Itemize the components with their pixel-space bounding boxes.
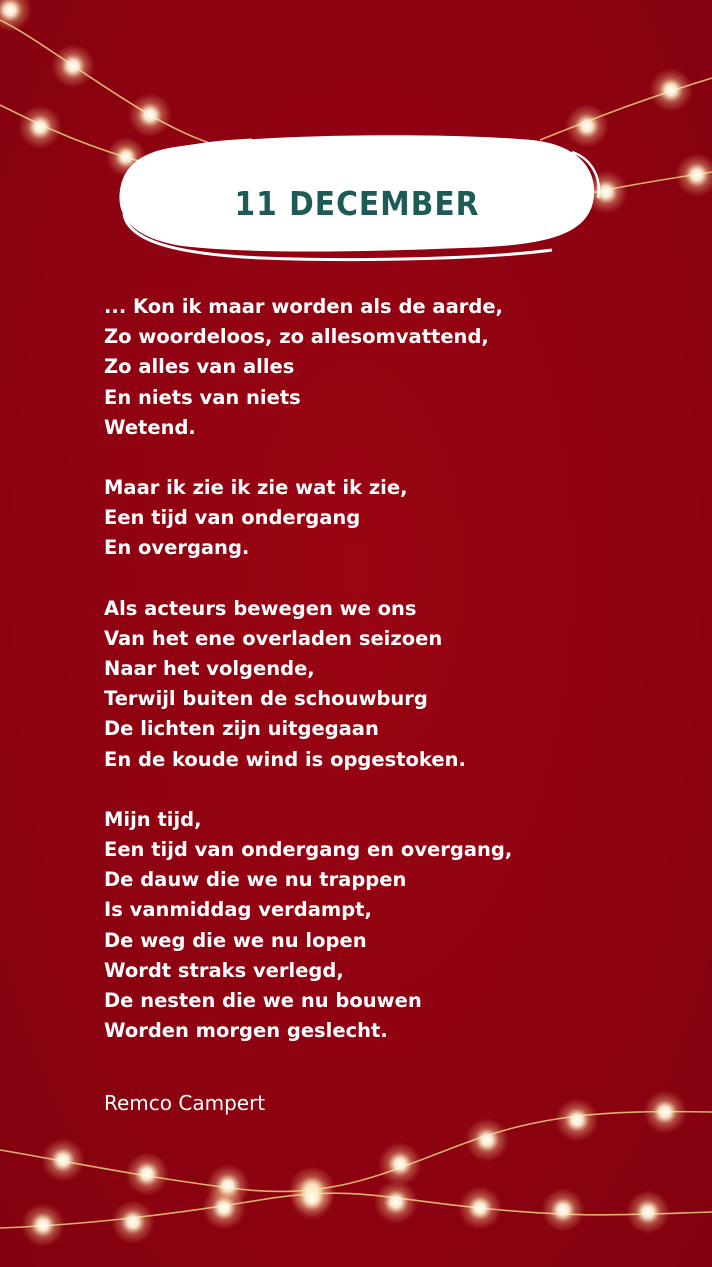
poem-line: Als acteurs bewegen we ons [104, 596, 417, 620]
poem-line: Mijn tijd, [104, 807, 202, 831]
page-title: 11 DECEMBER [234, 184, 480, 223]
poem-line: Worden morgen geslecht. [104, 1019, 388, 1043]
poem-body [104, 292, 664, 1076]
poem-line: Is vanmiddag verdampt, [104, 898, 372, 922]
poem-line: De lichten zijn uitgegaan [104, 717, 379, 741]
poem-line: Wetend. [104, 415, 196, 439]
poem-line: En de koude wind is opgestoken. [104, 747, 466, 771]
stanza [104, 594, 664, 775]
bottom-string-lights [0, 1112, 712, 1228]
poem-line: Maar ik zie ik zie wat ik zie, [104, 476, 408, 500]
poem-line: De weg die we nu lopen [104, 928, 367, 952]
poem-line: ... Kon ik maar worden als de aarde, [104, 295, 503, 318]
poem-line: De nesten die we nu bouwen [104, 989, 422, 1013]
poem-line: Een tijd van ondergang [104, 506, 361, 530]
poem-line: Wordt straks verlegd, [104, 958, 344, 982]
poem-line: De dauw die we nu trappen [104, 868, 407, 892]
poem-line: Een tijd van ondergang en overgang, [104, 838, 513, 862]
poem-line: Van het ene overladen seizoen [104, 626, 443, 650]
poem-line: Naar het volgende, [104, 657, 315, 681]
poem-line: Zo woordeloos, zo allesomvattend, [104, 325, 489, 349]
poem-line: En niets van niets [104, 385, 301, 409]
poem-author: Remco Campert [104, 1091, 266, 1115]
stanza [104, 473, 664, 564]
poem-line: Zo alles van alles [104, 355, 295, 379]
poem-line: En overgang. [104, 536, 250, 560]
poem-line: Terwijl buiten de schouwburg [104, 687, 428, 711]
stanza [104, 292, 664, 443]
stanza [104, 805, 664, 1047]
